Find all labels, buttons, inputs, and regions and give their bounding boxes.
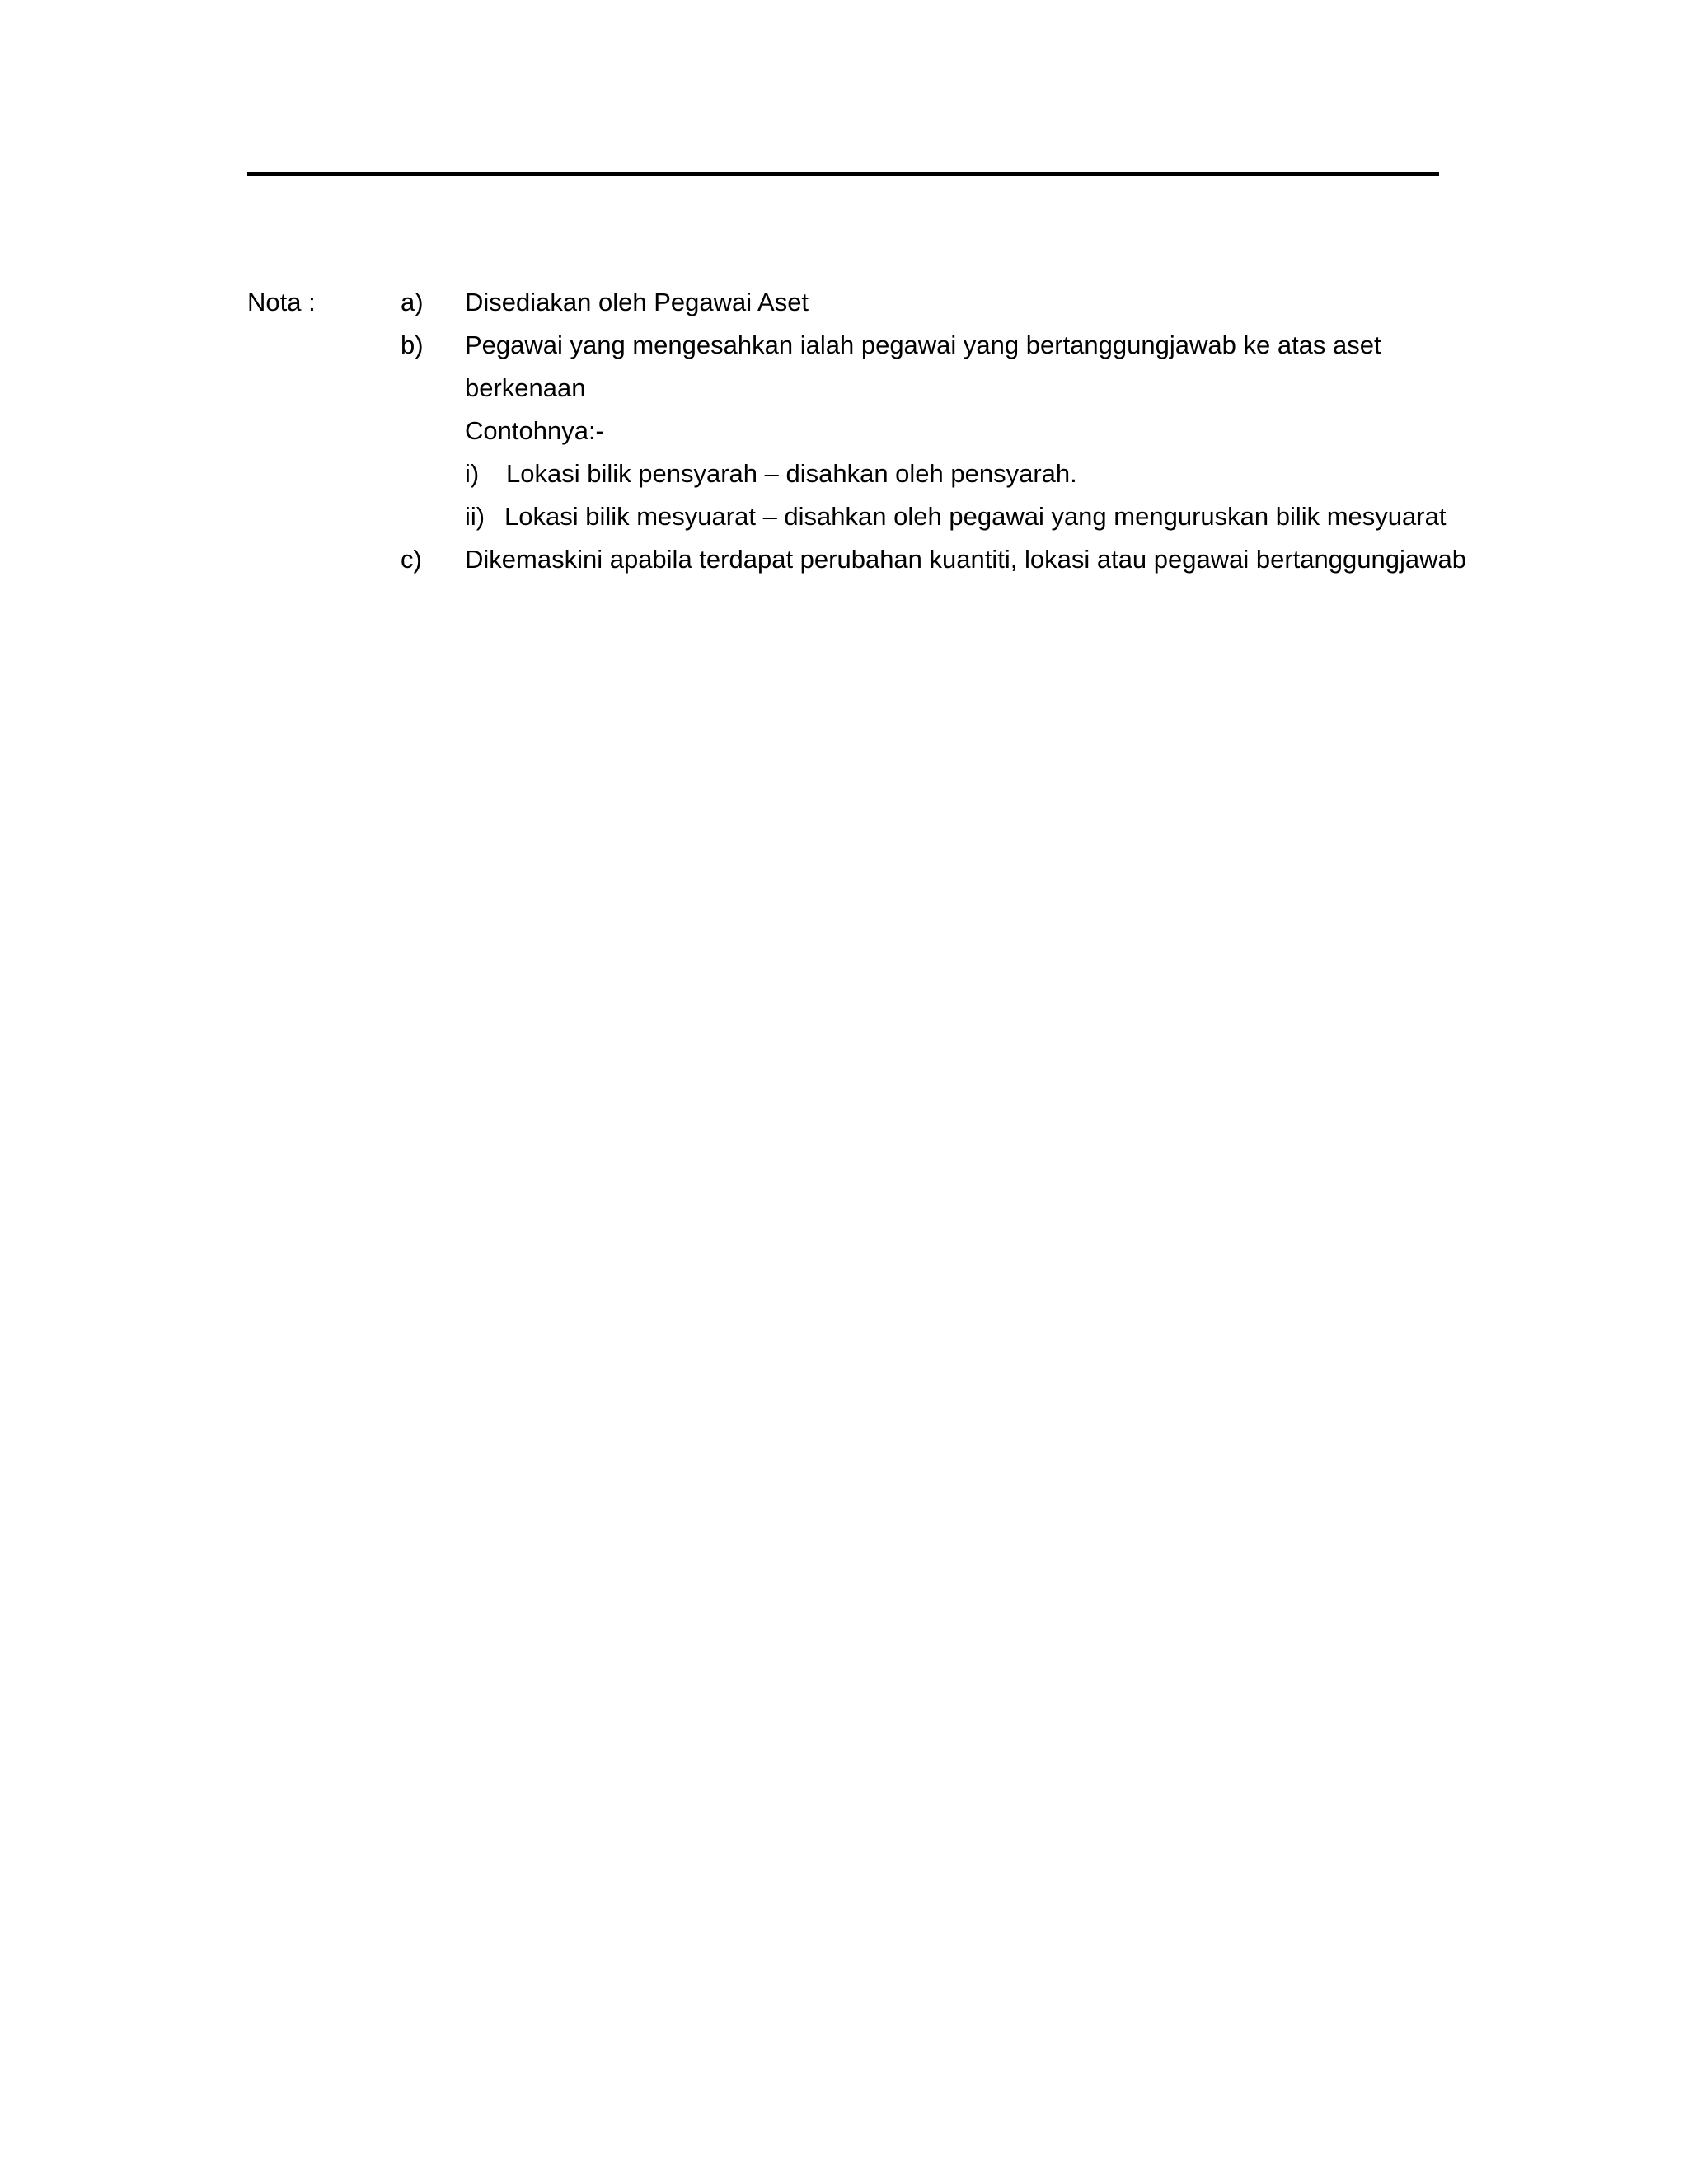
sub-text-ii: Lokasi bilik mesyuarat – disahkan oleh pegawai yang menguruskan bilik mesyuarat	[504, 502, 1447, 531]
example-label: Contohnya:-	[465, 416, 604, 445]
sub-marker-i: i)	[465, 459, 480, 488]
note-marker-b: b)	[401, 330, 424, 359]
note-marker-a: a)	[401, 288, 424, 316]
header-horizontal-rule	[247, 172, 1439, 176]
sub-text-i: Lokasi bilik pensyarah – disahkan oleh pensyarah.	[506, 459, 1077, 488]
note-text-b-line2: berkenaan	[465, 373, 586, 402]
note-text-c: Dikemaskini apabila terdapat perubahan kuantiti, lokasi atau pegawai bertanggungjawab	[465, 545, 1466, 574]
note-text-b-line1: Pegawai yang mengesahkan ialah pegawai yang bertanggungjawab ke atas aset	[465, 330, 1381, 359]
note-marker-c: c)	[401, 545, 422, 574]
nota-label: Nota :	[247, 288, 316, 316]
note-text-a: Disediakan oleh Pegawai Aset	[465, 288, 809, 316]
sub-marker-ii: ii)	[465, 502, 485, 531]
